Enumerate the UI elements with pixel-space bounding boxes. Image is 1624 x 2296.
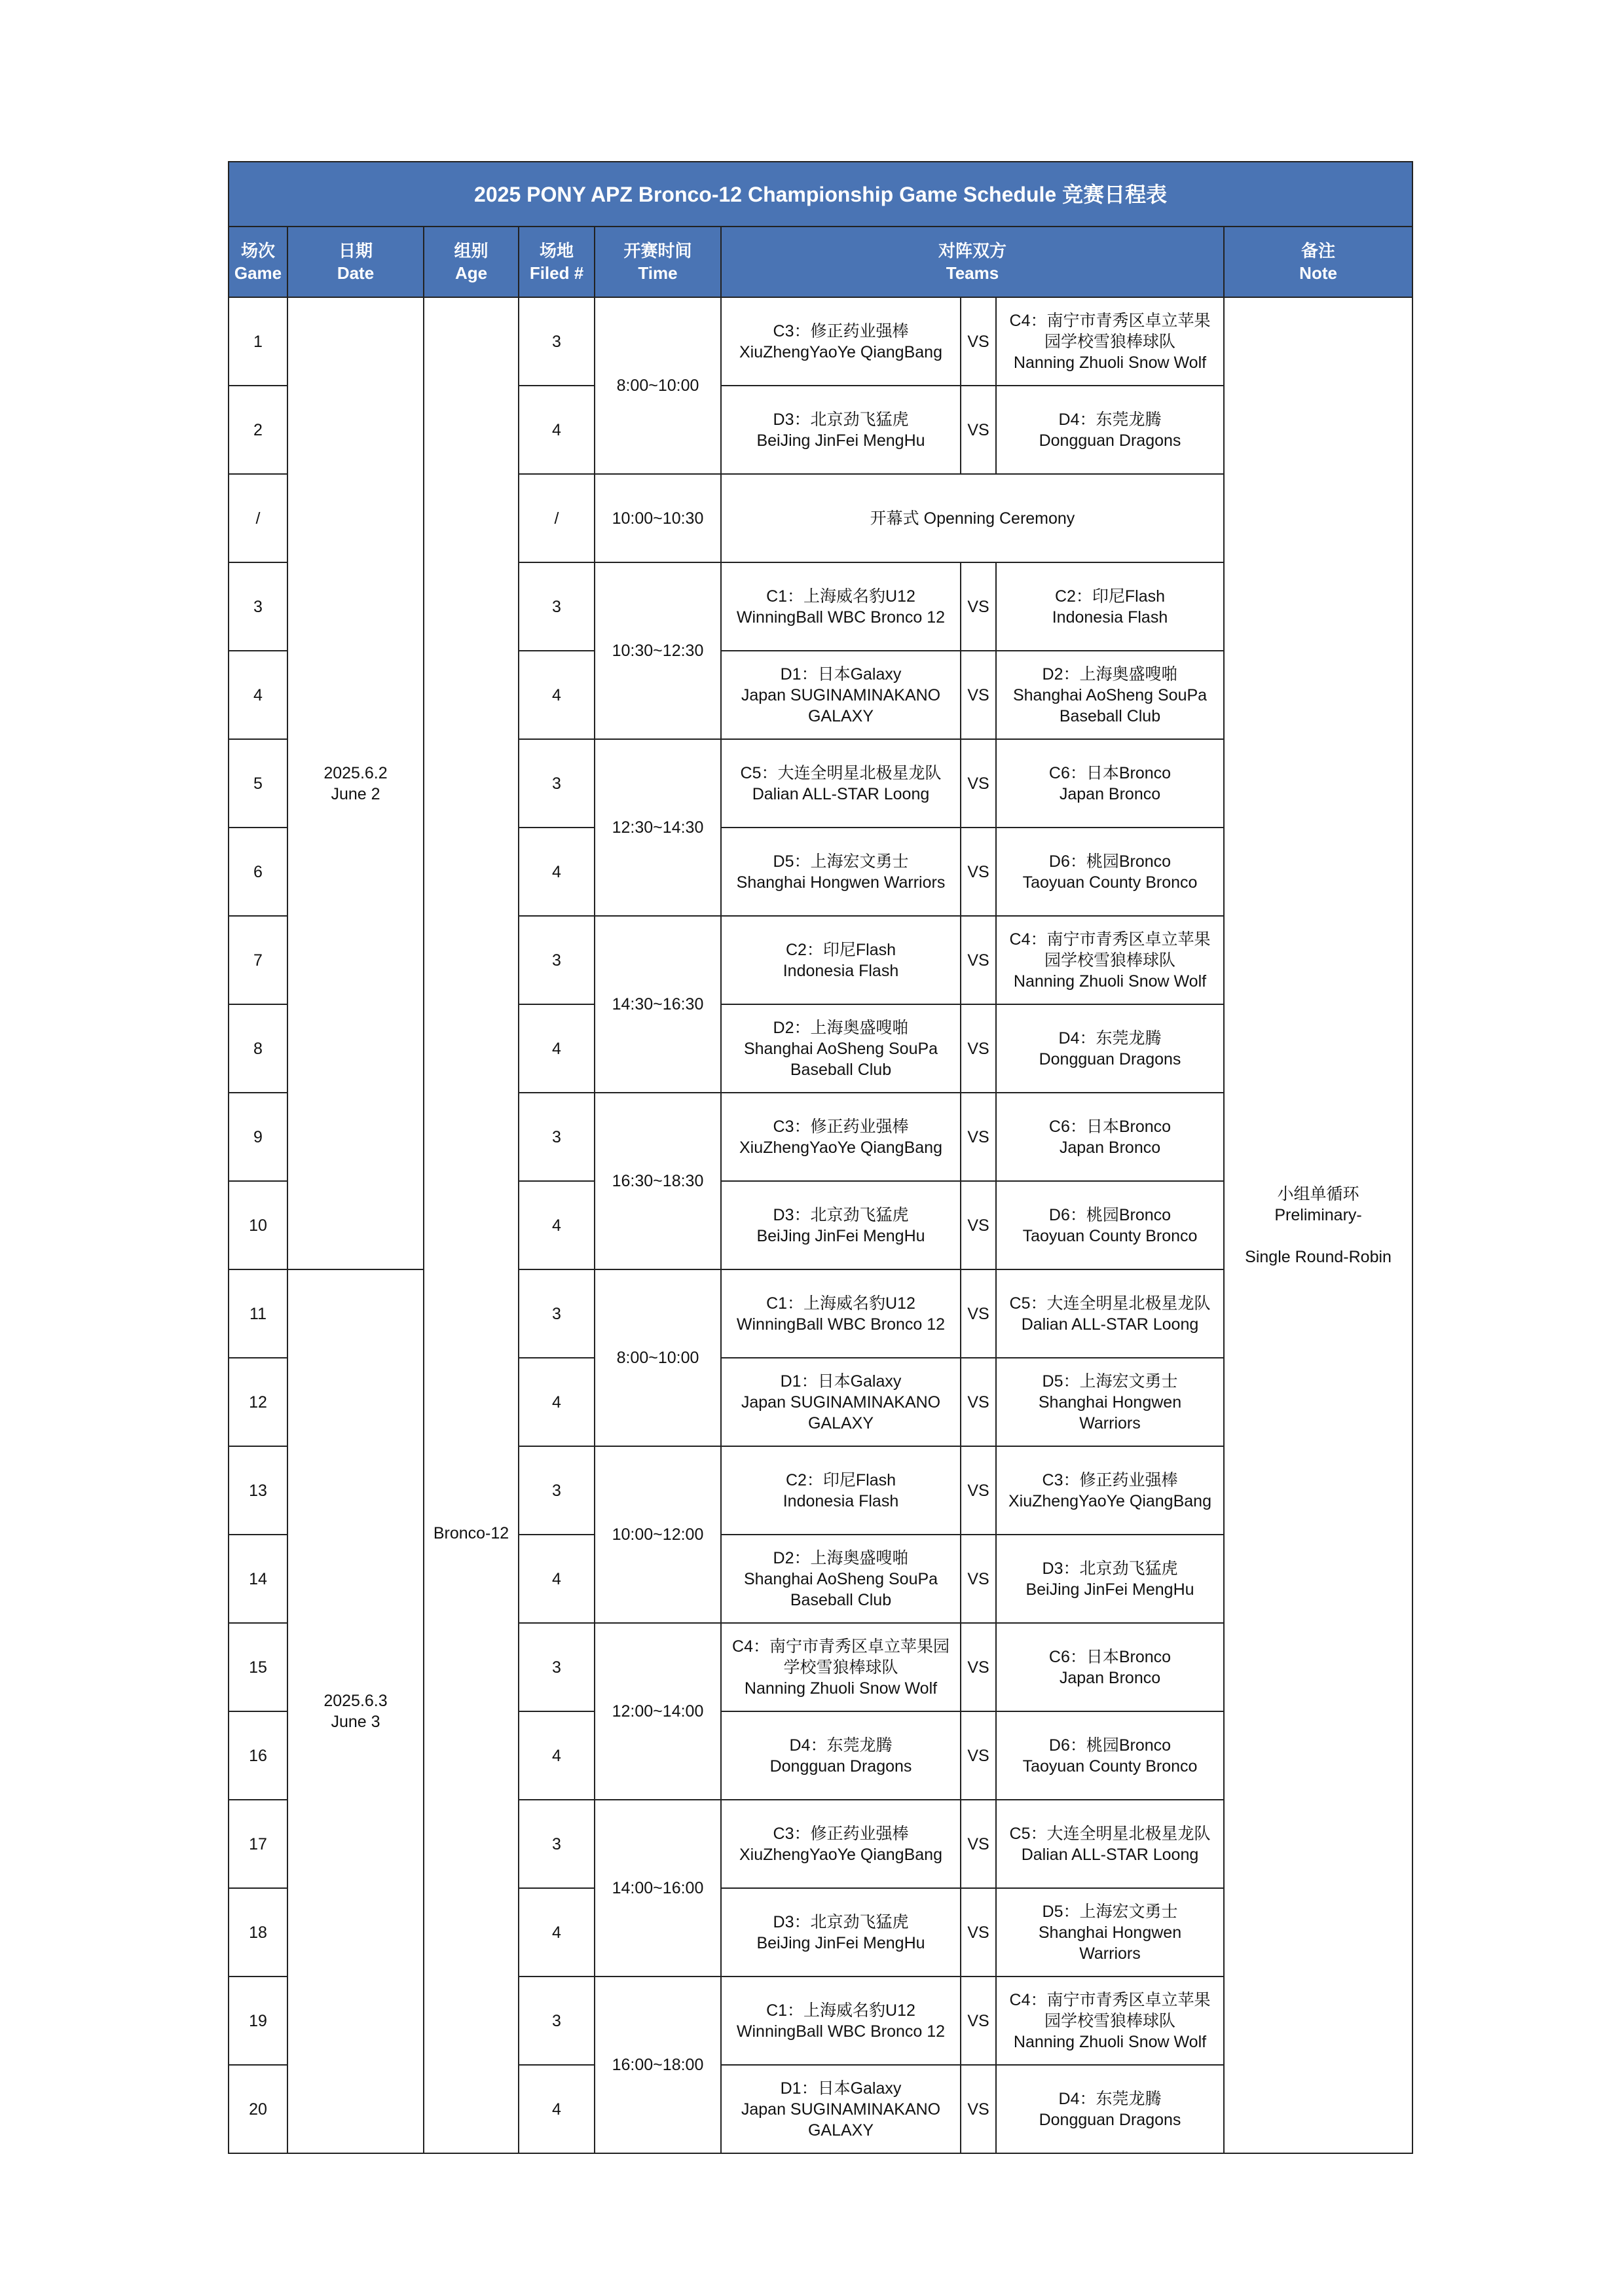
field-number: 3 xyxy=(519,297,595,386)
vs-label: VS xyxy=(961,2065,996,2153)
header-date: 日期 Date xyxy=(287,227,424,297)
away-team: D4：东莞龙腾 Dongguan Dragons xyxy=(996,386,1224,474)
game-number: / xyxy=(229,474,287,562)
field-number: / xyxy=(519,474,595,562)
vs-label: VS xyxy=(961,1446,996,1535)
time-slot: 12:00~14:00 xyxy=(595,1623,721,1800)
away-team: C2：印尼Flash Indonesia Flash xyxy=(996,562,1224,651)
home-team: D3：北京劲飞猛虎 BeiJing JinFei MengHu xyxy=(721,1888,961,1977)
away-team: C5：大连全明星北极星龙队 Dalian ALL-STAR Loong xyxy=(996,1269,1224,1358)
field-number: 3 xyxy=(519,1269,595,1358)
away-team: D6：桃园Bronco Taoyuan County Bronco xyxy=(996,1181,1224,1269)
vs-label: VS xyxy=(961,1800,996,1888)
field-number: 4 xyxy=(519,1004,595,1093)
home-team: C1：上海威名豹U12 WinningBall WBC Bronco 12 xyxy=(721,1977,961,2065)
field-number: 4 xyxy=(519,386,595,474)
ceremony-cell: 开幕式 Openning Ceremony xyxy=(721,474,1224,562)
game-number: 12 xyxy=(229,1358,287,1446)
game-number: 10 xyxy=(229,1181,287,1269)
vs-label: VS xyxy=(961,1535,996,1623)
header-field: 场地 Filed # xyxy=(519,227,595,297)
time-slot: 16:00~18:00 xyxy=(595,1977,721,2153)
home-team: D1：日本Galaxy Japan SUGINAMINAKANO GALAXY xyxy=(721,2065,961,2153)
game-number: 2 xyxy=(229,386,287,474)
header-age: 组别 Age xyxy=(424,227,519,297)
game-number: 17 xyxy=(229,1800,287,1888)
vs-label: VS xyxy=(961,1269,996,1358)
vs-label: VS xyxy=(961,297,996,386)
home-team: C3：修正药业强棒 XiuZhengYaoYe QiangBang xyxy=(721,1093,961,1181)
home-team: C1：上海威名豹U12 WinningBall WBC Bronco 12 xyxy=(721,562,961,651)
time-slot: 10:30~12:30 xyxy=(595,562,721,739)
home-team: D2：上海奥盛嗖啪 Shanghai AoSheng SouPa Baseball Club xyxy=(721,1004,961,1093)
vs-label: VS xyxy=(961,651,996,739)
away-team: D5：上海宏文勇士 Shanghai Hongwen Warriors xyxy=(996,1358,1224,1446)
away-team: D4：东莞龙腾 Dongguan Dragons xyxy=(996,1004,1224,1093)
vs-label: VS xyxy=(961,1093,996,1181)
home-team: D1：日本Galaxy Japan SUGINAMINAKANO GALAXY xyxy=(721,1358,961,1446)
game-number: 18 xyxy=(229,1888,287,1977)
time-slot: 8:00~10:00 xyxy=(595,1269,721,1446)
home-team: D1：日本Galaxy Japan SUGINAMINAKANO GALAXY xyxy=(721,651,961,739)
time-slot: 14:30~16:30 xyxy=(595,916,721,1093)
game-number: 9 xyxy=(229,1093,287,1181)
vs-label: VS xyxy=(961,1888,996,1977)
game-number: 8 xyxy=(229,1004,287,1093)
date-cell: 2025.6.2 June 2 xyxy=(287,297,424,1269)
field-number: 3 xyxy=(519,1977,595,2065)
field-number: 3 xyxy=(519,739,595,828)
game-number: 14 xyxy=(229,1535,287,1623)
home-team: C2：印尼Flash Indonesia Flash xyxy=(721,1446,961,1535)
note-cell: 小组单循环 Preliminary- Single Round-Robin xyxy=(1224,297,1412,2153)
game-number: 7 xyxy=(229,916,287,1004)
field-number: 4 xyxy=(519,1888,595,1977)
schedule-table xyxy=(228,161,1413,2154)
field-number: 4 xyxy=(519,828,595,916)
field-number: 4 xyxy=(519,1711,595,1800)
game-number: 6 xyxy=(229,828,287,916)
age-cell: Bronco-12 xyxy=(424,297,519,2153)
vs-label: VS xyxy=(961,1358,996,1446)
time-slot: 10:00~12:00 xyxy=(595,1446,721,1623)
header-teams: 对阵双方 Teams xyxy=(721,227,1224,297)
field-number: 4 xyxy=(519,1358,595,1446)
game-number: 20 xyxy=(229,2065,287,2153)
away-team: C6：日本Bronco Japan Bronco xyxy=(996,1623,1224,1711)
home-team: D3：北京劲飞猛虎 BeiJing JinFei MengHu xyxy=(721,386,961,474)
vs-label: VS xyxy=(961,828,996,916)
vs-label: VS xyxy=(961,562,996,651)
home-team: C2：印尼Flash Indonesia Flash xyxy=(721,916,961,1004)
away-team: C4：南宁市青秀区卓立苹果 园学校雪狼棒球队 Nanning Zhuoli Snow Wolf xyxy=(996,916,1224,1004)
date-cell: 2025.6.3 June 3 xyxy=(287,1269,424,2153)
game-number: 11 xyxy=(229,1269,287,1358)
away-team: D3：北京劲飞猛虎 BeiJing JinFei MengHu xyxy=(996,1535,1224,1623)
field-number: 3 xyxy=(519,916,595,1004)
game-number: 16 xyxy=(229,1711,287,1800)
time-slot: 12:30~14:30 xyxy=(595,739,721,916)
vs-label: VS xyxy=(961,1977,996,2065)
vs-label: VS xyxy=(961,1711,996,1800)
home-team: C3：修正药业强棒 XiuZhengYaoYe QiangBang xyxy=(721,297,961,386)
home-team: C4：南宁市青秀区卓立苹果园 学校雪狼棒球队 Nanning Zhuoli Snow Wolf xyxy=(721,1623,961,1711)
game-number: 5 xyxy=(229,739,287,828)
away-team: C4：南宁市青秀区卓立苹果 园学校雪狼棒球队 Nanning Zhuoli Snow Wolf xyxy=(996,297,1224,386)
field-number: 4 xyxy=(519,651,595,739)
away-team: D6：桃园Bronco Taoyuan County Bronco xyxy=(996,828,1224,916)
away-team: D6：桃园Bronco Taoyuan County Bronco xyxy=(996,1711,1224,1800)
vs-label: VS xyxy=(961,1623,996,1711)
game-number: 1 xyxy=(229,297,287,386)
vs-label: VS xyxy=(961,1181,996,1269)
home-team: C5：大连全明星北极星龙队 Dalian ALL-STAR Loong xyxy=(721,739,961,828)
home-team: D4：东莞龙腾 Dongguan Dragons xyxy=(721,1711,961,1800)
vs-label: VS xyxy=(961,916,996,1004)
game-number: 13 xyxy=(229,1446,287,1535)
home-team: C3：修正药业强棒 XiuZhengYaoYe QiangBang xyxy=(721,1800,961,1888)
header-note: 备注 Note xyxy=(1224,227,1412,297)
field-number: 3 xyxy=(519,1093,595,1181)
table-row xyxy=(229,297,1412,386)
home-team: C1：上海威名豹U12 WinningBall WBC Bronco 12 xyxy=(721,1269,961,1358)
away-team: D2：上海奥盛嗖啪 Shanghai AoSheng SouPa Baseball Club xyxy=(996,651,1224,739)
away-team: C3：修正药业强棒 XiuZhengYaoYe QiangBang xyxy=(996,1446,1224,1535)
away-team: C4：南宁市青秀区卓立苹果 园学校雪狼棒球队 Nanning Zhuoli Snow Wolf xyxy=(996,1977,1224,2065)
header-time: 开赛时间 Time xyxy=(595,227,721,297)
header-game: 场次 Game xyxy=(229,227,287,297)
field-number: 3 xyxy=(519,1800,595,1888)
vs-label: VS xyxy=(961,739,996,828)
time-slot: 8:00~10:00 xyxy=(595,297,721,474)
game-number: 3 xyxy=(229,562,287,651)
vs-label: VS xyxy=(961,386,996,474)
vs-label: VS xyxy=(961,1004,996,1093)
field-number: 3 xyxy=(519,1446,595,1535)
time-slot: 14:00~16:00 xyxy=(595,1800,721,1977)
field-number: 3 xyxy=(519,562,595,651)
field-number: 3 xyxy=(519,1623,595,1711)
field-number: 4 xyxy=(519,1535,595,1623)
schedule-title: 2025 PONY APZ Bronco-12 Championship Game Schedule 竞赛日程表 xyxy=(229,162,1412,227)
time-slot: 10:00~10:30 xyxy=(595,474,721,562)
home-team: D5：上海宏文勇士 Shanghai Hongwen Warriors xyxy=(721,828,961,916)
time-slot: 16:30~18:30 xyxy=(595,1093,721,1269)
away-team: C6：日本Bronco Japan Bronco xyxy=(996,739,1224,828)
away-team: D5：上海宏文勇士 Shanghai Hongwen Warriors xyxy=(996,1888,1224,1977)
game-number: 19 xyxy=(229,1977,287,2065)
home-team: D3：北京劲飞猛虎 BeiJing JinFei MengHu xyxy=(721,1181,961,1269)
field-number: 4 xyxy=(519,1181,595,1269)
away-team: C6：日本Bronco Japan Bronco xyxy=(996,1093,1224,1181)
game-number: 15 xyxy=(229,1623,287,1711)
away-team: C5：大连全明星北极星龙队 Dalian ALL-STAR Loong xyxy=(996,1800,1224,1888)
home-team: D2：上海奥盛嗖啪 Shanghai AoSheng SouPa Baseball Club xyxy=(721,1535,961,1623)
game-number: 4 xyxy=(229,651,287,739)
field-number: 4 xyxy=(519,2065,595,2153)
away-team: D4：东莞龙腾 Dongguan Dragons xyxy=(996,2065,1224,2153)
